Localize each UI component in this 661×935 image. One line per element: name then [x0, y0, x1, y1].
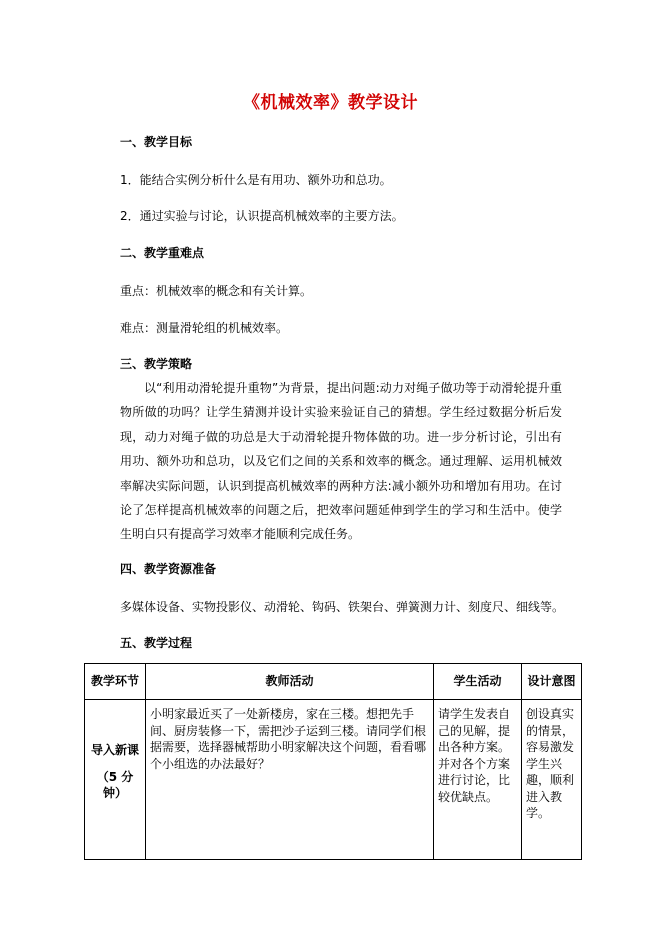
stage-duration: （5 分钟） — [96, 769, 134, 800]
section-heading-key-points: 二、教学重难点 — [120, 246, 205, 260]
key-point-text: 重点：机械效率的概念和有关计算。 — [120, 284, 313, 298]
strategy-paragraph: 以“利用动滑轮提升重物”为背景，提出问题:动力对绳子做功等于动滑轮提升重物所做的功吗？让学生猜测并设计实验来验证自己的猜想。学生经过数据分析后发现，动力对绳子做的功总是大于动滑轮提升物体做的功。进一步分析讨论，引出有用功、额外功和总功，以及它们之间的关系和效率的概念。通过理解、运用机械效率解决实际问题，认识到提高机械效率的两种方法:减小额外功和增加有用功。在讨论了怎样提高机械效率的问题之后，把效率问题延伸到学生的学习和生活中。使学生明白只有提高学习效率才能顺利完成任务。 — [120, 381, 562, 542]
header-stage: 教学环节 — [85, 664, 146, 700]
header-design-intent: 设计意图 — [522, 664, 582, 700]
document-title: 《机械效率》教学设计 — [243, 93, 418, 113]
goal-item-1: 1．能结合实例分析什么是有用功、额外功和总功。 — [120, 173, 392, 187]
teaching-process-table — [84, 663, 582, 860]
design-intent-cell: 创设真实的情景，容易激发学生兴趣，顺利进入教学。 — [522, 700, 582, 860]
section-heading-process: 五、教学过程 — [120, 636, 193, 650]
resources-text: 多媒体设备、实物投影仪、动滑轮、钩码、铁架台、弹簧测力计、刻度尺、细线等。 — [120, 600, 565, 614]
section-heading-resources: 四、教学资源准备 — [120, 562, 217, 576]
header-student-activity: 学生活动 — [434, 664, 522, 700]
section-heading-goals: 一、教学目标 — [120, 135, 193, 149]
student-activity-cell: 请学生发表自己的见解，提出各种方案。并对各个方案进行讨论，比较优缺点。 — [434, 700, 522, 860]
table-row — [85, 700, 582, 860]
teacher-activity-cell: 小明家最近买了一处新楼房，家在三楼。想把先手间、厨房装修一下，需把沙子运到三楼。请同学们根据需要，选择器械帮助小明家解决这个问题，看看哪个小组选的办法最好？ — [146, 700, 434, 860]
header-teacher-activity: 教师活动 — [146, 664, 434, 700]
goal-item-2: 2．通过实验与讨论，认识提高机械效率的主要方法。 — [120, 209, 404, 223]
table-header-row — [85, 664, 582, 700]
section-heading-strategy: 三、教学策略 — [120, 357, 193, 371]
difficulty-text: 难点：测量滑轮组的机械效率。 — [120, 321, 289, 335]
stage-cell — [85, 700, 146, 860]
stage-name: 导入新课 — [90, 743, 139, 757]
